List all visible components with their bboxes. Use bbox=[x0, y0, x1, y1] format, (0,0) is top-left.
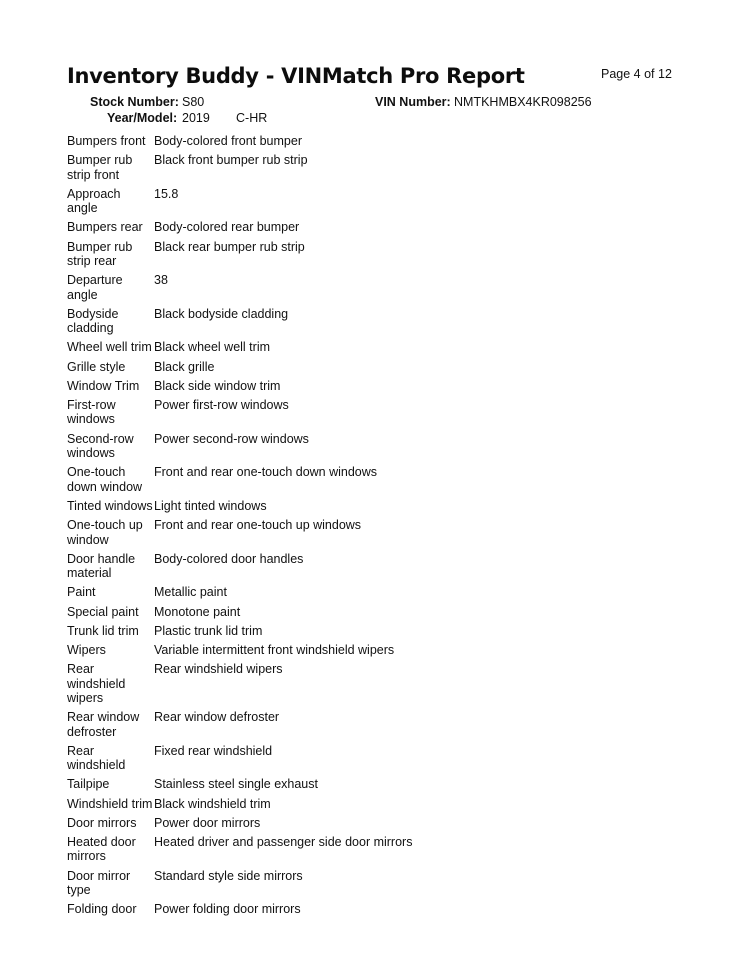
spec-row bbox=[67, 744, 667, 773]
spec-value: 15.8 bbox=[154, 186, 179, 201]
spec-label: Rear window defroster bbox=[67, 710, 140, 739]
spec-label: Tinted windows bbox=[67, 498, 153, 513]
spec-row bbox=[67, 902, 667, 916]
spec-value: 38 bbox=[154, 273, 168, 288]
spec-value: Black grille bbox=[154, 359, 215, 374]
spec-row bbox=[67, 220, 667, 234]
spec-label: Door mirrors bbox=[67, 815, 137, 830]
spec-label: Rear windshield bbox=[67, 743, 126, 773]
spec-value: Body-colored rear bumper bbox=[154, 220, 300, 235]
spec-label: Door mirror type bbox=[67, 868, 131, 897]
year-value: 2019 bbox=[182, 111, 210, 125]
spec-value: Power first-row windows bbox=[154, 398, 289, 413]
spec-label: Bumper rub strip rear bbox=[67, 239, 133, 269]
spec-value: Light tinted windows bbox=[154, 498, 267, 513]
spec-row bbox=[67, 360, 667, 374]
spec-row bbox=[67, 379, 667, 393]
spec-row bbox=[67, 153, 667, 182]
spec-value: Body-colored front bumper bbox=[154, 134, 302, 148]
spec-value: Black wheel well trim bbox=[154, 340, 271, 355]
spec-row bbox=[67, 797, 667, 811]
spec-label: Windshield trim bbox=[67, 796, 153, 811]
spec-list bbox=[67, 134, 667, 921]
spec-value: Stainless steel single exhaust bbox=[154, 777, 318, 792]
spec-label: Window Trim bbox=[67, 378, 140, 393]
report-title: Inventory Buddy - VINMatch Pro Report bbox=[67, 64, 525, 88]
spec-value: Black side window trim bbox=[154, 378, 281, 393]
spec-label: Wipers bbox=[67, 642, 106, 657]
spec-value: Rear window defroster bbox=[154, 710, 280, 725]
spec-row bbox=[67, 643, 667, 657]
year-model-label: Year/Model: bbox=[107, 111, 178, 125]
spec-label: One-touch up window bbox=[67, 518, 143, 547]
spec-label: Wheel well trim bbox=[67, 340, 152, 355]
spec-row bbox=[67, 398, 667, 427]
spec-row bbox=[67, 662, 667, 705]
spec-label: Bumpers rear bbox=[67, 220, 143, 235]
spec-value: Standard style side mirrors bbox=[154, 868, 303, 883]
spec-row bbox=[67, 340, 667, 354]
spec-row bbox=[67, 465, 667, 494]
spec-label: One-touch down window bbox=[67, 465, 143, 494]
spec-row bbox=[67, 499, 667, 513]
model-value: C-HR bbox=[236, 111, 268, 125]
spec-value: Power second-row windows bbox=[154, 431, 309, 446]
spec-row bbox=[67, 518, 667, 547]
spec-label: First-row windows bbox=[67, 398, 116, 427]
spec-value: Rear windshield wipers bbox=[154, 662, 283, 677]
spec-value: Variable intermittent front windshield wipers bbox=[154, 642, 395, 657]
spec-value: Front and rear one-touch down windows bbox=[154, 465, 378, 480]
spec-label: Heated door mirrors bbox=[67, 834, 136, 864]
spec-value: Power folding door mirrors bbox=[154, 902, 301, 917]
spec-label: Grille style bbox=[67, 359, 126, 374]
spec-row bbox=[67, 134, 667, 148]
spec-row bbox=[67, 307, 667, 336]
vin-number-value: NMTKHMBX4KR098256 bbox=[454, 95, 592, 109]
spec-row bbox=[67, 835, 667, 864]
spec-row bbox=[67, 273, 667, 302]
spec-label: Paint bbox=[67, 585, 96, 600]
stock-number-label: Stock Number: bbox=[90, 95, 179, 109]
spec-value: Black front bumper rub strip bbox=[154, 153, 308, 168]
vin-number-label: VIN Number: bbox=[375, 95, 451, 109]
stock-number-value: S80 bbox=[182, 95, 205, 109]
spec-label: Departure angle bbox=[67, 273, 123, 302]
spec-row bbox=[67, 869, 667, 898]
spec-value: Black bodyside cladding bbox=[154, 306, 289, 321]
spec-value: Monotone paint bbox=[154, 604, 241, 619]
spec-value: Fixed rear windshield bbox=[154, 743, 273, 758]
spec-label: Tailpipe bbox=[67, 777, 110, 792]
spec-row bbox=[67, 605, 667, 619]
spec-label: Bumpers front bbox=[67, 134, 146, 148]
spec-label: Bumper rub strip front bbox=[67, 153, 133, 182]
spec-row bbox=[67, 624, 667, 638]
page-number: Page 4 of 12 bbox=[601, 67, 672, 81]
spec-value: Heated driver and passenger side door mirrors bbox=[154, 834, 413, 849]
spec-label: Second-row windows bbox=[67, 431, 134, 461]
spec-label: Approach angle bbox=[67, 186, 121, 216]
spec-row bbox=[67, 777, 667, 791]
spec-label: Door handle material bbox=[67, 551, 136, 581]
spec-label: Bodyside cladding bbox=[67, 306, 119, 336]
spec-value: Metallic paint bbox=[154, 585, 227, 600]
spec-row bbox=[67, 240, 667, 269]
spec-row bbox=[67, 710, 667, 739]
spec-label: Special paint bbox=[67, 604, 139, 619]
spec-row bbox=[67, 187, 667, 216]
spec-row bbox=[67, 585, 667, 599]
spec-value: Black rear bumper rub strip bbox=[154, 239, 305, 254]
spec-row bbox=[67, 432, 667, 461]
spec-value: Body-colored door handles bbox=[154, 551, 304, 566]
spec-value: Plastic trunk lid trim bbox=[154, 623, 263, 638]
spec-label: Rear windshield wipers bbox=[67, 662, 126, 705]
spec-row bbox=[67, 552, 667, 581]
spec-label: Folding door bbox=[67, 902, 137, 917]
spec-label: Trunk lid trim bbox=[67, 623, 139, 638]
spec-value: Power door mirrors bbox=[154, 815, 261, 830]
spec-row bbox=[67, 816, 667, 830]
spec-value: Front and rear one-touch up windows bbox=[154, 518, 362, 533]
spec-value: Black windshield trim bbox=[154, 796, 271, 811]
